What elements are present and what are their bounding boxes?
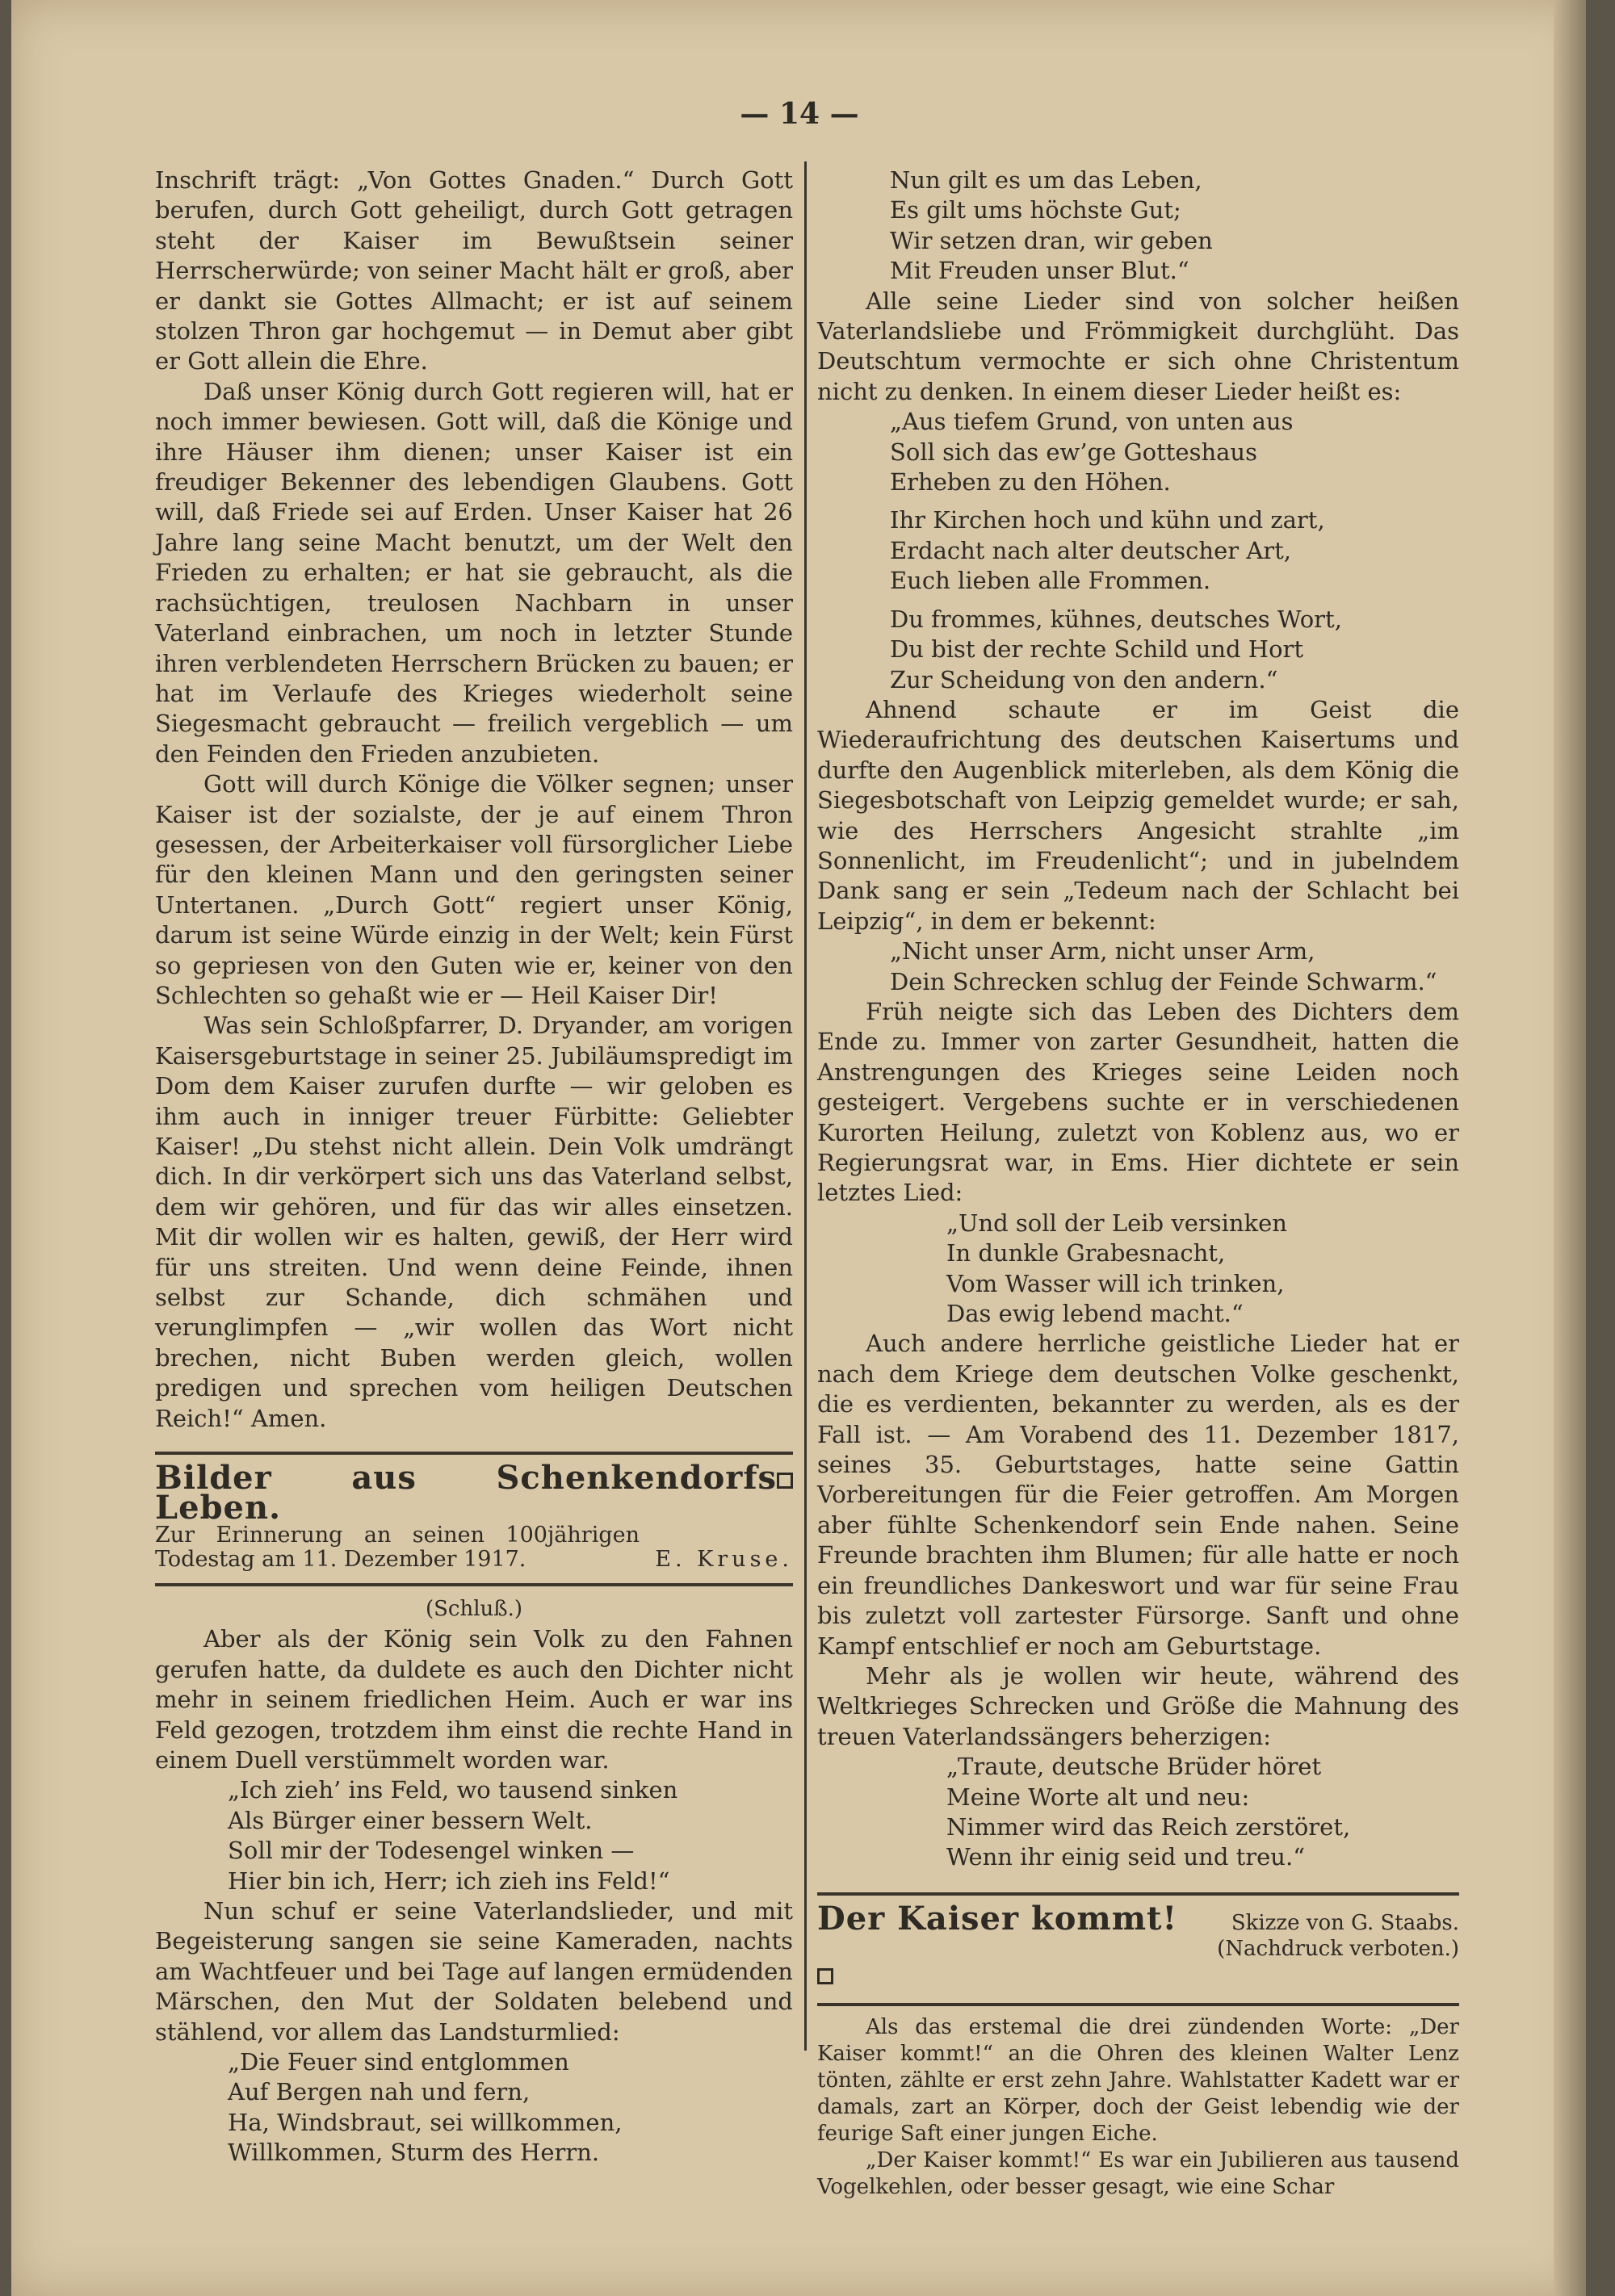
verse-line: In dunkle Grabesnacht,: [946, 1239, 1226, 1267]
paragraph: Als das erstemal die drei zündenden Worte: „Der Kaiser kommt!“ an die Ohren des kleinen Walter Lenz tönten, zählte er erst zehn Jahre. Wahlstatter Kadett war er damals, zart an Körper, doch der Geist lebendig wie der feurige Saft einer jungen Eiche.: [817, 2015, 1459, 2147]
verse-line: Meine Worte alt und neu:: [946, 1783, 1250, 1811]
section-rule: [817, 2003, 1459, 2006]
verse-line: „Traute, deutsche Brüder höret: [946, 1753, 1322, 1781]
paragraph: Mehr als je wollen wir heute, während des Weltkrieges Schrecken und Größe die Mahnung des treuen Vaterlandssängers beherzigen:: [817, 1661, 1459, 1750]
verse-line: Nun gilt es um das Leben,: [890, 166, 1202, 194]
verse-line: „Ich zieh’ ins Feld, wo tausend sinken: [228, 1776, 678, 1804]
paragraph: Nun schuf er seine Vaterlandslieder, und mit Begeisterung sangen sie seine Kameraden, nachts am Wachtfeuer und bei Tage auf langen ermüdenden Märschen, den Mut der Soldaten belebend und stählend, vor allem das Landsturmlied:: [155, 1896, 793, 2046]
article-subtitle: Zur Erinnerung an seinen 100jährigen Todestag am 11. Dezember 1917.: [155, 1522, 640, 1572]
article-byline: Skizze von G. Staabs.: [1231, 1910, 1459, 1935]
square-ornament-icon: [817, 1968, 833, 1984]
verse-line: Wenn ihr einig seid und treu.“: [946, 1843, 1306, 1871]
article-title: Der Kaiser kommt!: [817, 1899, 1178, 1938]
article-byline-block: [1217, 1910, 1459, 1962]
verse-line: „Und soll der Leib versinken: [946, 1209, 1287, 1237]
verse-line: Hier bin ich, Herr; ich zieh ins Feld!“: [228, 1867, 670, 1895]
paragraph: Alle seine Lieder sind von solcher heißen Vaterlandsliebe und Frömmigkeit durchglüht. Das Deutschtum vermochte er sich ohne Christentum nicht zu denken. In einem dieser Lieder heißt es:: [817, 287, 1459, 405]
article-header: [155, 1459, 793, 1527]
verse-line: Nimmer wird das Reich zerstöret,: [946, 1812, 1351, 1841]
verse-line: Willkommen, Sturm des Herrn.: [228, 2139, 600, 2167]
paragraph: Inschrift trägt: „Von Gottes Gnaden.“ Durch Gott berufen, durch Gott geheiligt, durch Gott getragen steht der Kaiser im Bewußtsein seiner Herrscherwürde; von seiner Macht hält er groß, aber er dankt sie Gottes Allmacht; er ist auf seinem stolzen Thron gar hochgemut — in Demut aber gibt er Gott allein die Ehre.: [155, 166, 793, 375]
verse: [228, 2047, 793, 2168]
page-number: — 14 —: [740, 97, 859, 131]
paragraph: Gott will durch Könige die Völker segnen; unser Kaiser ist der sozialste, der je auf einem Thron gesessen, der Arbeiterkaiser voll fürsorglicher Liebe für den kleinen Mann und den geringsten seiner Untertanen. „Durch Gott“ regiert unser König, darum ist seine Würde einzig in der Welt; kein Fürst so gepriesen von den Guten wie er, keiner von den Schlechten so gehaßt wie er — Heil Kaiser Dir!: [155, 770, 793, 1009]
section-rule: [155, 1583, 793, 1586]
verse-line: Erheben zu den Höhen.: [890, 468, 1171, 496]
verse-line: Ihr Kirchen hoch und kühn und zart,: [890, 506, 1325, 534]
article-title: Bilder aus Schenkendorfs Leben.: [155, 1459, 778, 1527]
article-subtitle-row: [155, 1523, 793, 1572]
verse-line: Du frommes, kühnes, deutsches Wort,: [890, 605, 1342, 633]
verse-line: Vom Wasser will ich trinken,: [946, 1269, 1285, 1297]
verse-line: Auf Bergen nah und fern,: [228, 2078, 531, 2106]
reprint-note: (Nachdruck verboten.): [1217, 1936, 1459, 1961]
paragraph: Was sein Schloßpfarrer, D. Dryander, am vorigen Kaisersgeburtstage in seiner 25. Jubiläumspredigt im Dom dem Kaiser zurufen durfte — wir geloben es ihm auch in inniger treuer Fürbitte: Geliebter Kaiser! „Du stehst nicht allein. Dein Volk umdrängt dich. In dir verkörpert sich uns das Vaterland selbst, dem wir gehören, und für das wir alles einsetzen. Mit dir wollen wir es halten, gewiß, der Herr wird für uns streiten. Und wenn deine Feinde, ihnen selbst zur Schande, dich schmähen und verunglimpfen — „wir wollen das Wort nicht brechen, nicht Buben werden gleich, wollen predigen und sprechen vom heiligen Deutschen Reich!“ Amen.: [155, 1012, 793, 1432]
verse-line: Du bist der rechte Schild und Hort: [890, 635, 1304, 664]
section-rule: [817, 1892, 1459, 1896]
paragraph: Auch andere herrliche geistliche Lieder hat er nach dem Kriege dem deutschen Volke geschenkt, die es verdienten, bekannter zu werden, als es der Fall ist. — Am Vorabend des 11. Dezember 1817, seines 35. Geburtstages, hatte seine Gattin Vorbereitungen für die Feier getroffen. Am Morgen aber fühlte Schenkendorf sein Ende nahen. Seine Freunde brachten ihm Blumen; für alle hatte er noch ein freundliches Dankeswort und war für seine Frau bis zuletzt voll zartester Fürsorge. Sanft und ohne Kampf entschlief er noch am Geburtstage.: [817, 1330, 1459, 1660]
paragraph: Daß unser König durch Gott regieren will, hat er noch immer bewiesen. Gott will, daß die Könige und ihre Häuser ihm dienen; unser Kaiser ist ein freudiger Bekenner des lebendigen Glaubens. Gott will, daß Friede sei auf Erden. Unser Kaiser hat 26 Jahre lang seine Macht benutzt, um der Welt den Frieden zu erhalten; er hat sie gebraucht, als die rachsüchtigen, treulosen Nachbarn in unser Vaterland einbrachen, um noch in letzter Stunde ihren verblendeten Herrschern Brücken zu bauen; er hat im Verlaufe des Krieges wiederholt seine Siegesmacht gebraucht — freilich vergeblich — um den Feinden den Frieden anzubieten.: [155, 377, 793, 768]
verse: [946, 1752, 1459, 1873]
article-header: [817, 1899, 1459, 1962]
verse: [890, 936, 1459, 997]
article-author: E. Kruse.: [655, 1546, 793, 1572]
left-column: [155, 165, 793, 2168]
verse-line: Zur Scheidung von den andern.“: [890, 665, 1278, 693]
verse-line: „Nicht unser Arm, nicht unser Arm,: [890, 937, 1315, 966]
paragraph: „Der Kaiser kommt!“ Es war ein Jubilieren aus tausend Vogelkehlen, oder besser gesagt, wie eine Schar: [817, 2148, 1459, 2200]
verse-line: Dein Schrecken schlug der Feinde Schwarm.“: [890, 967, 1437, 995]
verse-line: Als Bürger einer bessern Welt.: [228, 1806, 593, 1834]
verse: [228, 1775, 793, 1896]
verse: [890, 165, 1459, 287]
column-divider: [804, 161, 807, 2051]
paragraph: Früh neigte sich das Leben des Dichters dem Ende zu. Immer von zarter Gesundheit, hatten die Anstrengungen des Krieges seine Leiden noch gesteigert. Vergebens suchte er in verschiedenen Kurorten Heilung, zuletzt von Koblenz aus, wo er Regierungsrat war, in Ems. Hier dichtete er sein letztes Lied:: [817, 997, 1459, 1207]
verse-line: Es gilt ums höchste Gut;: [890, 196, 1181, 224]
continuation-note: (Schluß.): [425, 1596, 523, 1621]
verse-line: Wir setzen dran, wir geben: [890, 226, 1213, 254]
square-ornament-icon: [777, 1473, 793, 1489]
verse: [890, 407, 1459, 695]
verse-line: Erdacht nach alter deutscher Art,: [890, 536, 1292, 564]
verse-line: „Aus tiefem Grund, von unten aus: [890, 408, 1294, 436]
verse-line: Ha, Windsbraut, sei willkommen,: [228, 2108, 623, 2136]
verse-line: Soll sich das ew’ge Gotteshaus: [890, 438, 1257, 466]
section-rule: [155, 1452, 793, 1455]
verse-line: Mit Freuden unser Blut.“: [890, 257, 1189, 285]
paragraph: Aber als der König sein Volk zu den Fahnen gerufen hatte, da duldete es auch den Dichter nicht mehr in seinem friedlichen Heim. Auch er war ins Feld gezogen, trotzdem ihm einst die rechte Hand in einem Duell verstümmelt worden war.: [155, 1625, 793, 1774]
verse-line: Euch lieben alle Frommen.: [890, 567, 1211, 595]
verse-line: Das ewig lebend macht.“: [946, 1300, 1244, 1328]
page-edge: [1554, 0, 1586, 2296]
paragraph: Ahnend schaute er im Geist die Wiederaufrichtung des deutschen Kaisertums und durfte den Augenblick miterleben, als dem König die Siegesbotschaft von Leipzig gemeldet wurde; er sah, wie des Herrschers Angesicht strahlte „im Sonnenlicht, im Freudenlicht“; und in jubelndem Dank sang er sein „Tedeum nach der Schlacht bei Leipzig“, in dem er bekennt:: [817, 695, 1459, 935]
verse: [946, 1209, 1459, 1330]
verse-line: Soll mir der Todesengel winken —: [228, 1837, 635, 1865]
right-column: [817, 165, 1459, 2201]
verse-line: „Die Feuer sind entglommen: [228, 2047, 569, 2076]
